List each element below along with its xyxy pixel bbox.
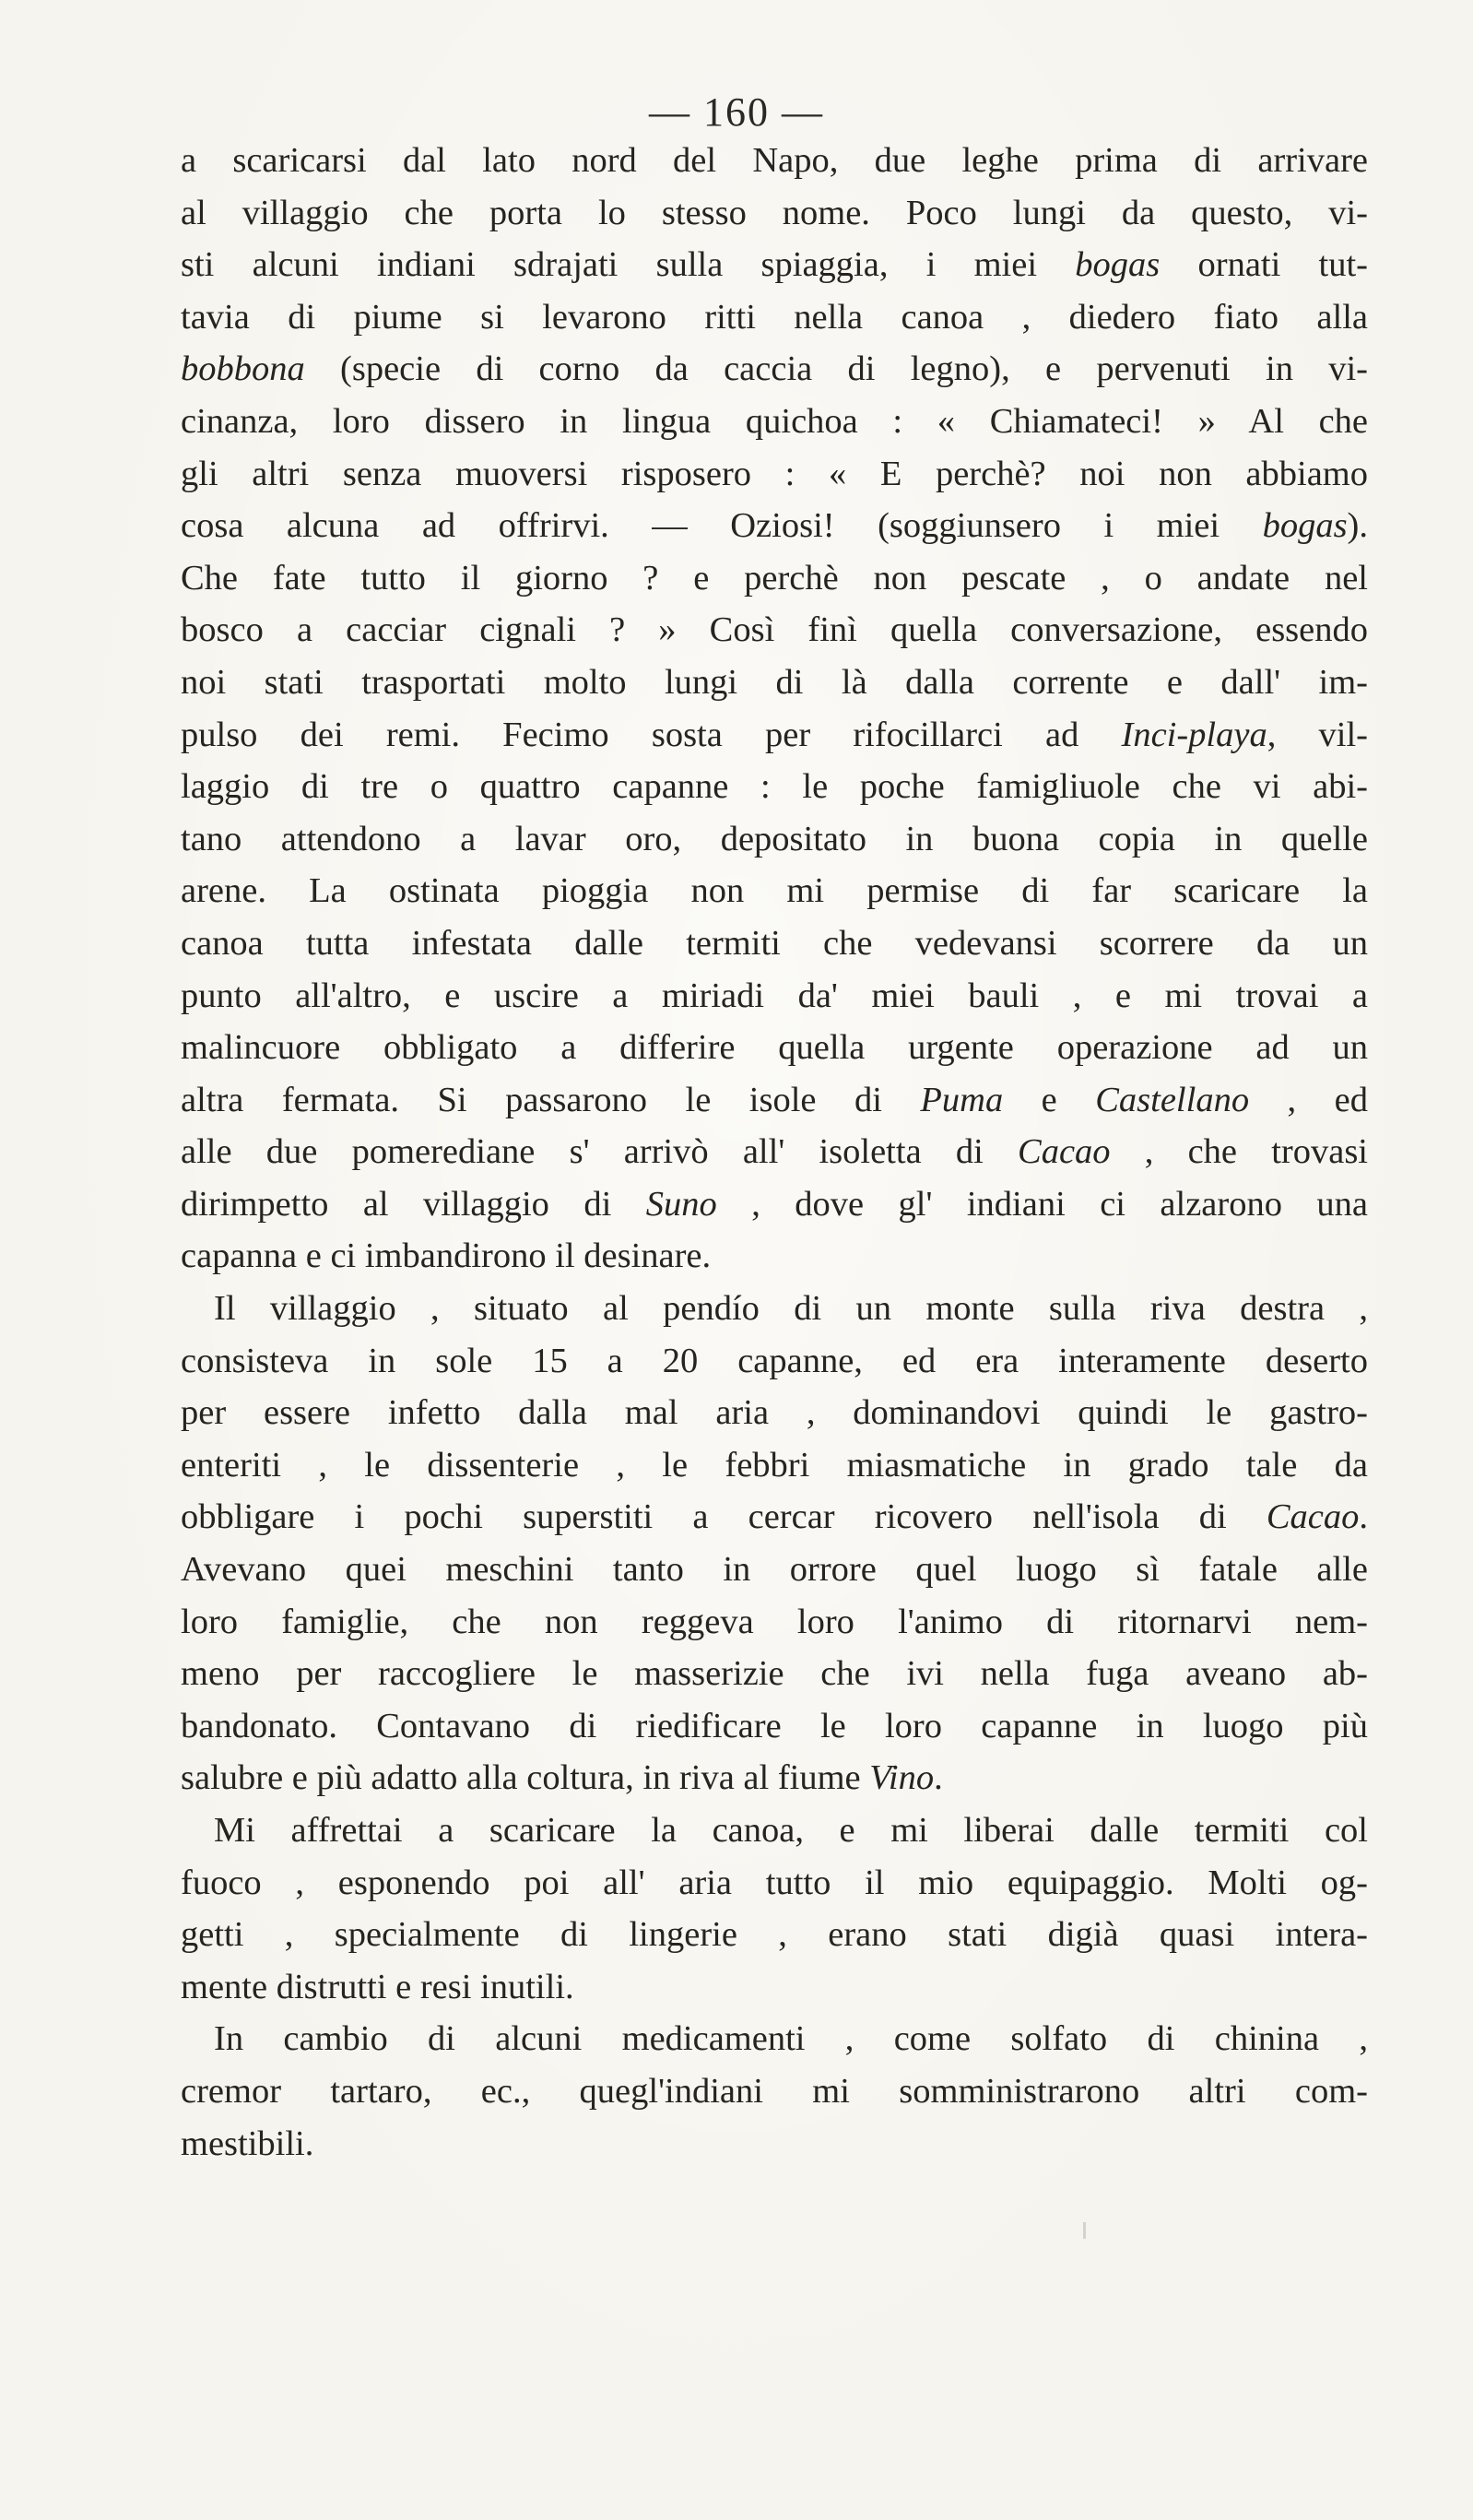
text-line xyxy=(181,1857,1368,1910)
text-segment: , vil- xyxy=(1267,715,1368,754)
text-line xyxy=(181,1387,1368,1439)
text-line xyxy=(181,552,1368,605)
text-segment: obbligare i pochi superstiti a cercar ricovero nell'isola di xyxy=(181,1497,1267,1537)
text-line xyxy=(181,970,1368,1023)
text-segment: In cambio di alcuni medicamenti , come solfato di chinina , xyxy=(214,2019,1368,2059)
text-line xyxy=(181,343,1368,396)
italic-term: bogas xyxy=(1075,245,1161,285)
text-segment: Che fate tutto il giorno ? e perchè non pescate , o andate nel xyxy=(181,558,1368,597)
text-segment: mente distrutti e resi inutili. xyxy=(181,1967,574,2006)
text-line xyxy=(181,2065,1368,2118)
text-segment: ornati tut- xyxy=(1160,245,1368,285)
text-segment: sti alcuni indiani sdrajati sulla spiaggia, i miei xyxy=(181,245,1076,285)
text-segment: al villaggio che porta lo stesso nome. Poco lungi da questo, vi- xyxy=(181,193,1368,232)
text-line xyxy=(181,396,1368,448)
text-line xyxy=(181,1283,1368,1335)
text-line xyxy=(181,1439,1368,1492)
text-line xyxy=(181,604,1368,657)
text-segment: bosco a cacciar cignali ? » Così finì quella conversazione, essendo xyxy=(181,610,1368,650)
text-line xyxy=(181,2013,1368,2065)
text-line xyxy=(181,657,1368,709)
paragraph xyxy=(181,135,1368,1283)
text-segment: e xyxy=(1003,1080,1096,1119)
text-segment: getti , specialmente di lingerie , erano stati digià quasi intera- xyxy=(181,1915,1368,1955)
text-line xyxy=(181,1178,1368,1231)
text-segment: laggio di tre o quattro capanne : le poche famigliuole che vi abi- xyxy=(181,767,1368,807)
text-segment: noi stati trasportati molto lungi di là dalla corrente e dall' im- xyxy=(181,662,1368,702)
text-line xyxy=(181,1074,1368,1127)
text-line xyxy=(181,1022,1368,1074)
text-line xyxy=(181,1335,1368,1388)
page-number: — 160 — xyxy=(649,89,824,135)
text-line xyxy=(181,187,1368,240)
text-segment: cremor tartaro, ec., quegl'indiani mi somministrarono altri com- xyxy=(181,2071,1368,2111)
italic-term: Inci-playa xyxy=(1121,715,1267,754)
text-line xyxy=(181,1804,1368,1857)
text-segment: Il villaggio , situato al pendío di un monte sulla riva destra , xyxy=(214,1289,1368,1329)
text-line xyxy=(181,135,1368,187)
text-segment: cosa alcuna ad offrirvi. — Oziosi! (soggiunsero i miei xyxy=(181,506,1263,546)
text-segment: , dove gl' indiani ci alzarono una xyxy=(716,1184,1368,1224)
italic-term: Puma xyxy=(920,1080,1004,1119)
paragraph xyxy=(181,1804,1368,2013)
italic-term: Suno xyxy=(645,1184,717,1224)
text-segment: mestibili. xyxy=(181,2124,314,2163)
italic-term: Cacao xyxy=(1018,1132,1111,1172)
text-segment: (specie di corno da caccia di legno), e pervenuti in vi- xyxy=(304,349,1368,389)
text-line xyxy=(181,239,1368,291)
paragraph xyxy=(181,1283,1368,1804)
paragraph xyxy=(181,2013,1368,2170)
text-segment: malincuore obbligato a differire quella urgente operazione ad un xyxy=(181,1028,1368,1068)
text-segment: tano attendono a lavar oro, depositato in buona copia in quelle xyxy=(181,819,1368,858)
text-segment: Mi affrettai a scaricare la canoa, e mi liberai dalle termiti col xyxy=(214,1811,1368,1850)
text-segment: alle due pomerediane s' arrivò all' isoletta di xyxy=(181,1132,1019,1172)
text-segment: enteriti , le dissenterie , le febbri miasmatiche in grado tale da xyxy=(181,1445,1368,1485)
text-segment: consisteva in sole 15 a 20 capanne, ed era interamente deserto xyxy=(181,1341,1368,1380)
text-line xyxy=(181,291,1368,344)
text-segment: . xyxy=(1359,1497,1368,1537)
text-segment: ). xyxy=(1347,506,1368,546)
text-line xyxy=(181,1596,1368,1649)
text-segment: cinanza, loro dissero in lingua quichoa : « Chiamateci! » Al che xyxy=(181,401,1368,441)
text-line xyxy=(181,1700,1368,1753)
text-line xyxy=(181,813,1368,866)
text-segment: , ed xyxy=(1249,1080,1368,1119)
text-line xyxy=(181,500,1368,552)
text-line xyxy=(181,1752,1368,1804)
text-segment: arene. La ostinata pioggia non mi permise di far scaricare la xyxy=(181,871,1368,911)
italic-term: bobbona xyxy=(181,349,305,389)
text-segment: meno per raccogliere le masserizie che ivi nella fuga aveano ab- xyxy=(181,1654,1368,1694)
text-segment: capanna e ci imbandirono il desinare. xyxy=(181,1236,712,1276)
text-segment: Avevano quei meschini tanto in orrore quel luogo sì fatale alle xyxy=(181,1550,1368,1590)
text-line xyxy=(181,1544,1368,1596)
text-line xyxy=(181,865,1368,917)
text-segment: a scaricarsi dal lato nord del Napo, due leghe prima di arrivare xyxy=(181,141,1368,180)
text-segment: canoa tutta infestata dalle termiti che vedevansi scorrere da un xyxy=(181,923,1368,963)
text-segment: punto all'altro, e uscire a miriadi da' miei bauli , e mi trovai a xyxy=(181,976,1368,1015)
text-line xyxy=(181,917,1368,970)
text-segment: fuoco , esponendo poi all' aria tutto il mio equipaggio. Molti og- xyxy=(181,1863,1368,1902)
text-line xyxy=(181,1230,1368,1283)
text-line xyxy=(181,1126,1368,1178)
text-segment: dirimpetto al villaggio di xyxy=(181,1184,646,1224)
text-segment: tavia di piume si levarono ritti nella canoa , diedero fiato alla xyxy=(181,297,1368,337)
text-line xyxy=(181,1909,1368,1961)
italic-term: Castellano xyxy=(1095,1080,1250,1119)
text-segment: bandonato. Contavano di riedificare le loro capanne in luogo più xyxy=(181,1706,1368,1745)
text-segment: salubre e più adatto alla coltura, in riva al fiume xyxy=(181,1758,870,1798)
text-line xyxy=(181,1648,1368,1700)
italic-term: bogas xyxy=(1262,506,1348,546)
text-segment: . xyxy=(934,1758,943,1798)
text-segment: gli altri senza muoversi risposero : « E perchè? noi non abbiamo xyxy=(181,454,1368,493)
text-segment: altra fermata. Si passarono le isole di xyxy=(181,1080,921,1119)
text-line xyxy=(181,761,1368,813)
italic-term: Vino xyxy=(869,1758,935,1798)
italic-term: Cacao xyxy=(1266,1497,1360,1537)
text-line xyxy=(181,1491,1368,1544)
text-line xyxy=(181,448,1368,501)
text-segment: , che trovasi xyxy=(1110,1132,1368,1172)
text-line xyxy=(181,709,1368,762)
paper-speck xyxy=(1083,2222,1086,2239)
text-line xyxy=(181,2118,1368,2171)
text-segment: loro famiglie, che non reggeva loro l'animo di ritornarvi nem- xyxy=(181,1602,1368,1641)
text-segment: per essere infetto dalla mal aria , dominandovi quindi le gastro- xyxy=(181,1393,1368,1433)
body-text xyxy=(181,135,1368,2170)
text-segment: pulso dei remi. Fecimo sosta per rifocillarci ad xyxy=(181,715,1122,754)
text-line xyxy=(181,1961,1368,2014)
